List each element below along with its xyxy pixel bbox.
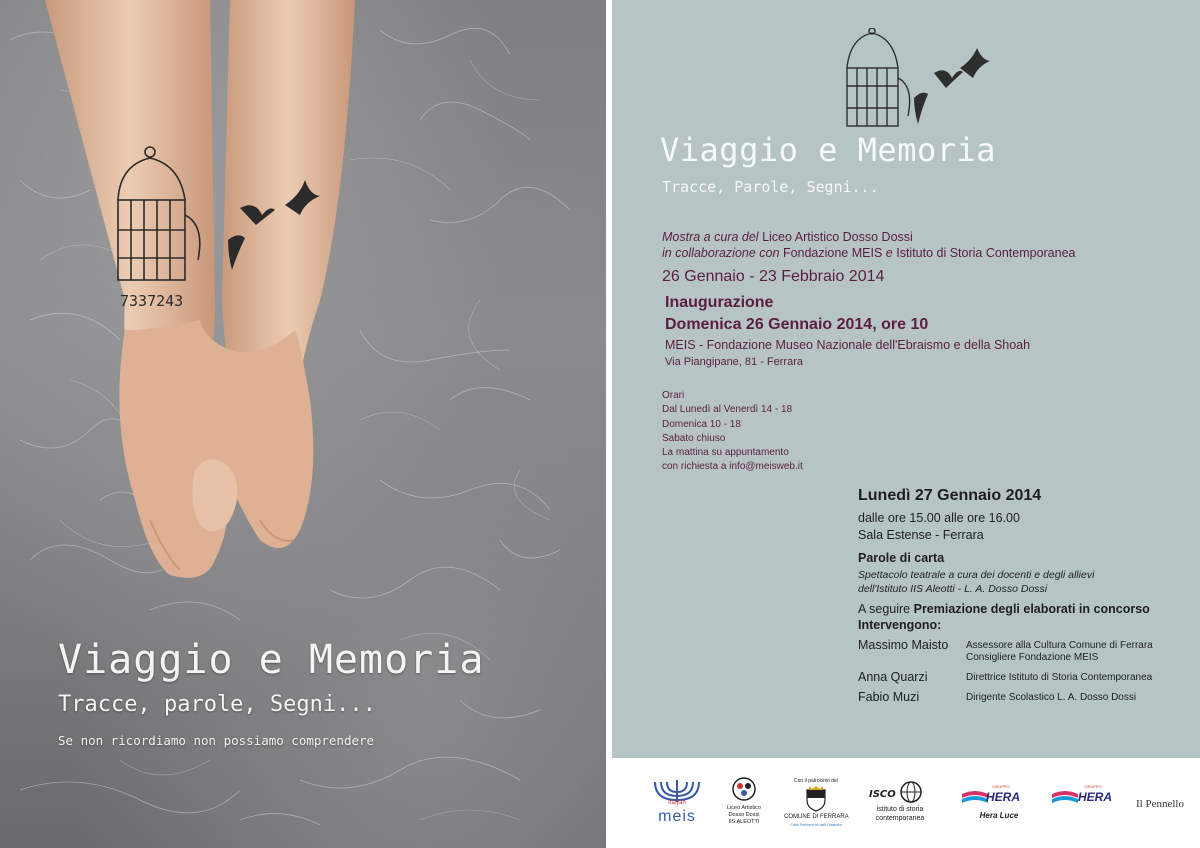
- opening-hours: [662, 389, 803, 475]
- il-pennello-logo: Il Pennello: [1136, 798, 1184, 810]
- liceo-text-3: IIS ALEOTTI: [728, 819, 760, 825]
- sponsor-logo-bar: [612, 758, 1200, 848]
- award-prefix: A seguire: [858, 602, 911, 616]
- curated-by-line: [662, 230, 1192, 244]
- liceo-logo: [722, 776, 766, 832]
- speaker-row: [858, 690, 1198, 704]
- speaker-name: Anna Quarzi: [858, 670, 928, 684]
- speaker-role-line: Direttrice Istituto di Storia Contemporanea: [966, 672, 1153, 683]
- globe-icon: [867, 780, 933, 804]
- venue: MEIS - Fondazione Museo Nazionale dell'Ebraismo e della Shoah: [665, 338, 1031, 352]
- collab-and: e: [885, 246, 893, 260]
- award-text: Premiazione degli elaborati in concorso: [913, 602, 1150, 616]
- event-block: [858, 487, 1198, 704]
- meis-logo: [650, 778, 704, 828]
- collab-with: Fondazione MEIS: [782, 246, 883, 260]
- event-date: Lunedì 27 Gennaio 2014: [858, 487, 1042, 504]
- award-line: [858, 602, 1198, 616]
- comune-sub-text: Città Patrimonio dell'Umanità: [790, 822, 842, 827]
- hours-contact: con richiesta a info@meisweb.it: [662, 461, 803, 473]
- meis-top-text: Italyah: [668, 800, 686, 806]
- info-panel: [612, 0, 1200, 758]
- poster-title: Viaggio e Memoria: [660, 131, 997, 169]
- speaker-name: Fabio Muzi: [858, 690, 920, 704]
- istituto-text-2: contemporanea: [875, 815, 925, 822]
- speaker-role-line: Assessore alla Cultura Comune di Ferrara: [966, 640, 1153, 651]
- speakers-label: Intervengono:: [858, 618, 942, 632]
- hera-luce-logo: [960, 784, 1032, 824]
- liceo-text-2: Dosso Dossi: [728, 812, 760, 818]
- speaker-name: Massimo Maisto: [858, 638, 949, 652]
- inauguration-date: Domenica 26 Gennaio 2014, ore 10: [665, 316, 929, 333]
- speaker-row: [858, 638, 1198, 664]
- istituto-text-1: istituto di storia: [876, 806, 924, 813]
- meis-text: meis: [658, 808, 696, 825]
- hera-top-text: GRUPPO: [1084, 784, 1102, 789]
- hera-luce-text: Hera Luce: [979, 811, 1019, 820]
- ferrara-crest-icon: [805, 786, 827, 812]
- speaker-row: [858, 670, 1198, 684]
- event-time: dalle ore 15.00 alle ore 16.00: [858, 511, 1020, 525]
- speaker-role: [966, 638, 1153, 664]
- speaker-role: [966, 690, 1136, 704]
- liceo-text-1: Liceo Artistico: [727, 805, 761, 811]
- speaker-role-line: Consigliere Fondazione MEIS: [966, 652, 1099, 663]
- venue-address: Via Piangipane, 81 - Ferrara: [665, 356, 803, 368]
- comune-text: COMUNE DI FERRARA: [784, 814, 849, 820]
- hera-text: HERA: [1078, 790, 1113, 804]
- collaboration-line: [662, 246, 1192, 260]
- hera-swoosh-icon: [962, 790, 988, 806]
- cover-tagline: Se non ricordiamo non possiamo comprendere: [58, 733, 375, 748]
- show-desc-line: dell'Istituto IIS Aleotti - L. A. Dosso Dossi: [858, 583, 1048, 595]
- istituto-storia-logo: [867, 780, 933, 828]
- birdcage-illustration: [842, 28, 992, 138]
- collab-with-2: Istituto di Storia Contemporanea: [896, 246, 1076, 260]
- speaker-role-line: Dirigente Scolastico L. A. Dosso Dossi: [966, 692, 1137, 703]
- hours-heading: Orari: [662, 390, 685, 401]
- hours-weekdays: Dal Lunedì al Venerdì 14 - 18: [662, 404, 793, 416]
- show-description: [858, 568, 1198, 596]
- event-place: Sala Estense - Ferrara: [858, 528, 984, 542]
- poster-subtitle: Tracce, Parole, Segni...: [662, 178, 879, 196]
- hours-sunday: Domenica 10 - 18: [662, 418, 741, 430]
- svg-text:ISCO: ISCO: [869, 789, 896, 800]
- comune-top-text: Con il patrocinio del: [794, 778, 838, 784]
- curated-by: Liceo Artistico Dosso Dossi: [762, 230, 913, 244]
- inauguration-label: Inaugurazione: [665, 294, 774, 311]
- exhibition-dates: 26 Gennaio - 23 Febbraio 2014: [662, 268, 885, 285]
- cover-title: Viaggio e Memoria: [58, 637, 485, 683]
- cover-subtitle: Tracce, parole, Segni...: [58, 692, 376, 717]
- curated-prefix: Mostra a cura del: [662, 230, 759, 244]
- hera-text: HERA: [986, 790, 1021, 804]
- hera-swoosh-icon: [1052, 790, 1078, 806]
- speaker-role: [966, 670, 1152, 684]
- hours-saturday: Sabato chiuso: [662, 432, 726, 444]
- hera-logo: [1050, 784, 1122, 814]
- show-desc-line: Spettacolo teatrale a cura dei docenti e degli allievi: [858, 569, 1095, 581]
- show-title: Parole di carta: [858, 551, 945, 565]
- liceo-emblem-icon: [731, 776, 757, 802]
- comune-ferrara-logo: [784, 778, 848, 832]
- hera-top-text: GRUPPO: [992, 784, 1010, 789]
- hours-morning: La mattina su appuntamento: [662, 447, 789, 459]
- collab-prefix: in collaborazione con: [662, 246, 780, 260]
- tattoo-number: 7337243: [120, 292, 184, 310]
